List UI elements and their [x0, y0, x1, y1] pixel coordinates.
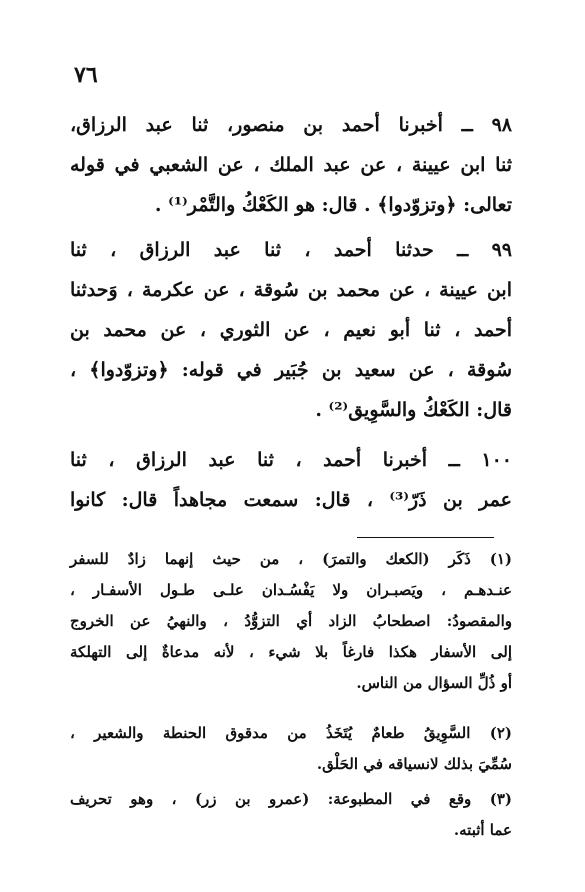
footnote-2	[70, 718, 512, 780]
hadith-99	[70, 230, 512, 430]
hadith-98	[70, 105, 512, 225]
text-line: تعالى: ﴿وتزوّدوا﴾ . قال: هو الكَعْكُ والتَّمْر⁽¹⁾ .	[154, 194, 512, 216]
footnote-separator	[357, 537, 494, 538]
footnote-1	[70, 544, 512, 699]
footnote-line: عما أثبته.	[453, 821, 512, 839]
footnote-line: (٢) السَّوِيقُ طعامٌ يُتَخَذُ من مدقوق الحنطة والشعير ،	[70, 724, 512, 742]
hadith-100	[70, 440, 512, 520]
footnote-line: أو ذُلِّ السؤال من الناس.	[356, 674, 512, 692]
text-line: ٩٨ ــ أخبرنا أحمد بن منصور، ثنا عبد الرزاق،	[70, 114, 512, 136]
page-number: ٧٦	[74, 62, 98, 88]
footnote-line: والمقصودُ: اصطحابُ الزاد أي التزوُّدُ ، والنهيُ عن الخروج	[70, 612, 512, 630]
text-line: عمر بن ذَرّ⁽³⁾ ، قال: سمعت مجاهداً قال: كانوا	[70, 489, 512, 511]
text-line: أحمد ، ثنا أبو نعيم ، عن الثوري ، عن محمد بن	[70, 319, 512, 341]
text-line: ٩٩ ــ حدثنا أحمد ، ثنا عبد الرزاق ، ثنا	[70, 239, 512, 261]
text-line: سُوقة ، عن سعيد بن جُبَير في قوله: ﴿وتزوّدوا﴾ ،	[70, 359, 512, 381]
footnote-line: إلى الأسفار هكذا فارغاً بلا شيء ، لأنه مدعاةٌ إلى التهلكة	[70, 643, 512, 661]
footnote-line: سُمِّيَ بذلك لانسياقه في الحَلْق.	[316, 755, 512, 773]
footnote-line: عنـدهـم ، ويَصبـران ولا يَفْسُـدان علـى طـول الأسفـار ،	[70, 581, 512, 599]
footnote-line: (١) ذَكَر (الكعك والتمرَ) ، من حيث إنهما زادٌ للسفر	[70, 550, 512, 568]
text-line: قال: الكَعْكُ والسَّوِيق⁽²⁾ .	[315, 399, 512, 421]
text-line: ثنا ابن عيينة ، عن عبد الملك ، عن الشعبي في قوله	[70, 154, 512, 176]
footnote-3	[70, 784, 512, 846]
text-line: ١٠٠ ــ أخبرنا أحمد ، ثنا عبد الرزاق ، ثنا	[70, 449, 512, 471]
footnote-line: (٣) وقع في المطبوعة: (عمرو بن زر) ، وهو تحريف	[70, 790, 512, 808]
text-line: ابن عيينة ، عن محمد بن سُوقة ، عن عكرمة ، وَحدثنا	[70, 279, 512, 301]
